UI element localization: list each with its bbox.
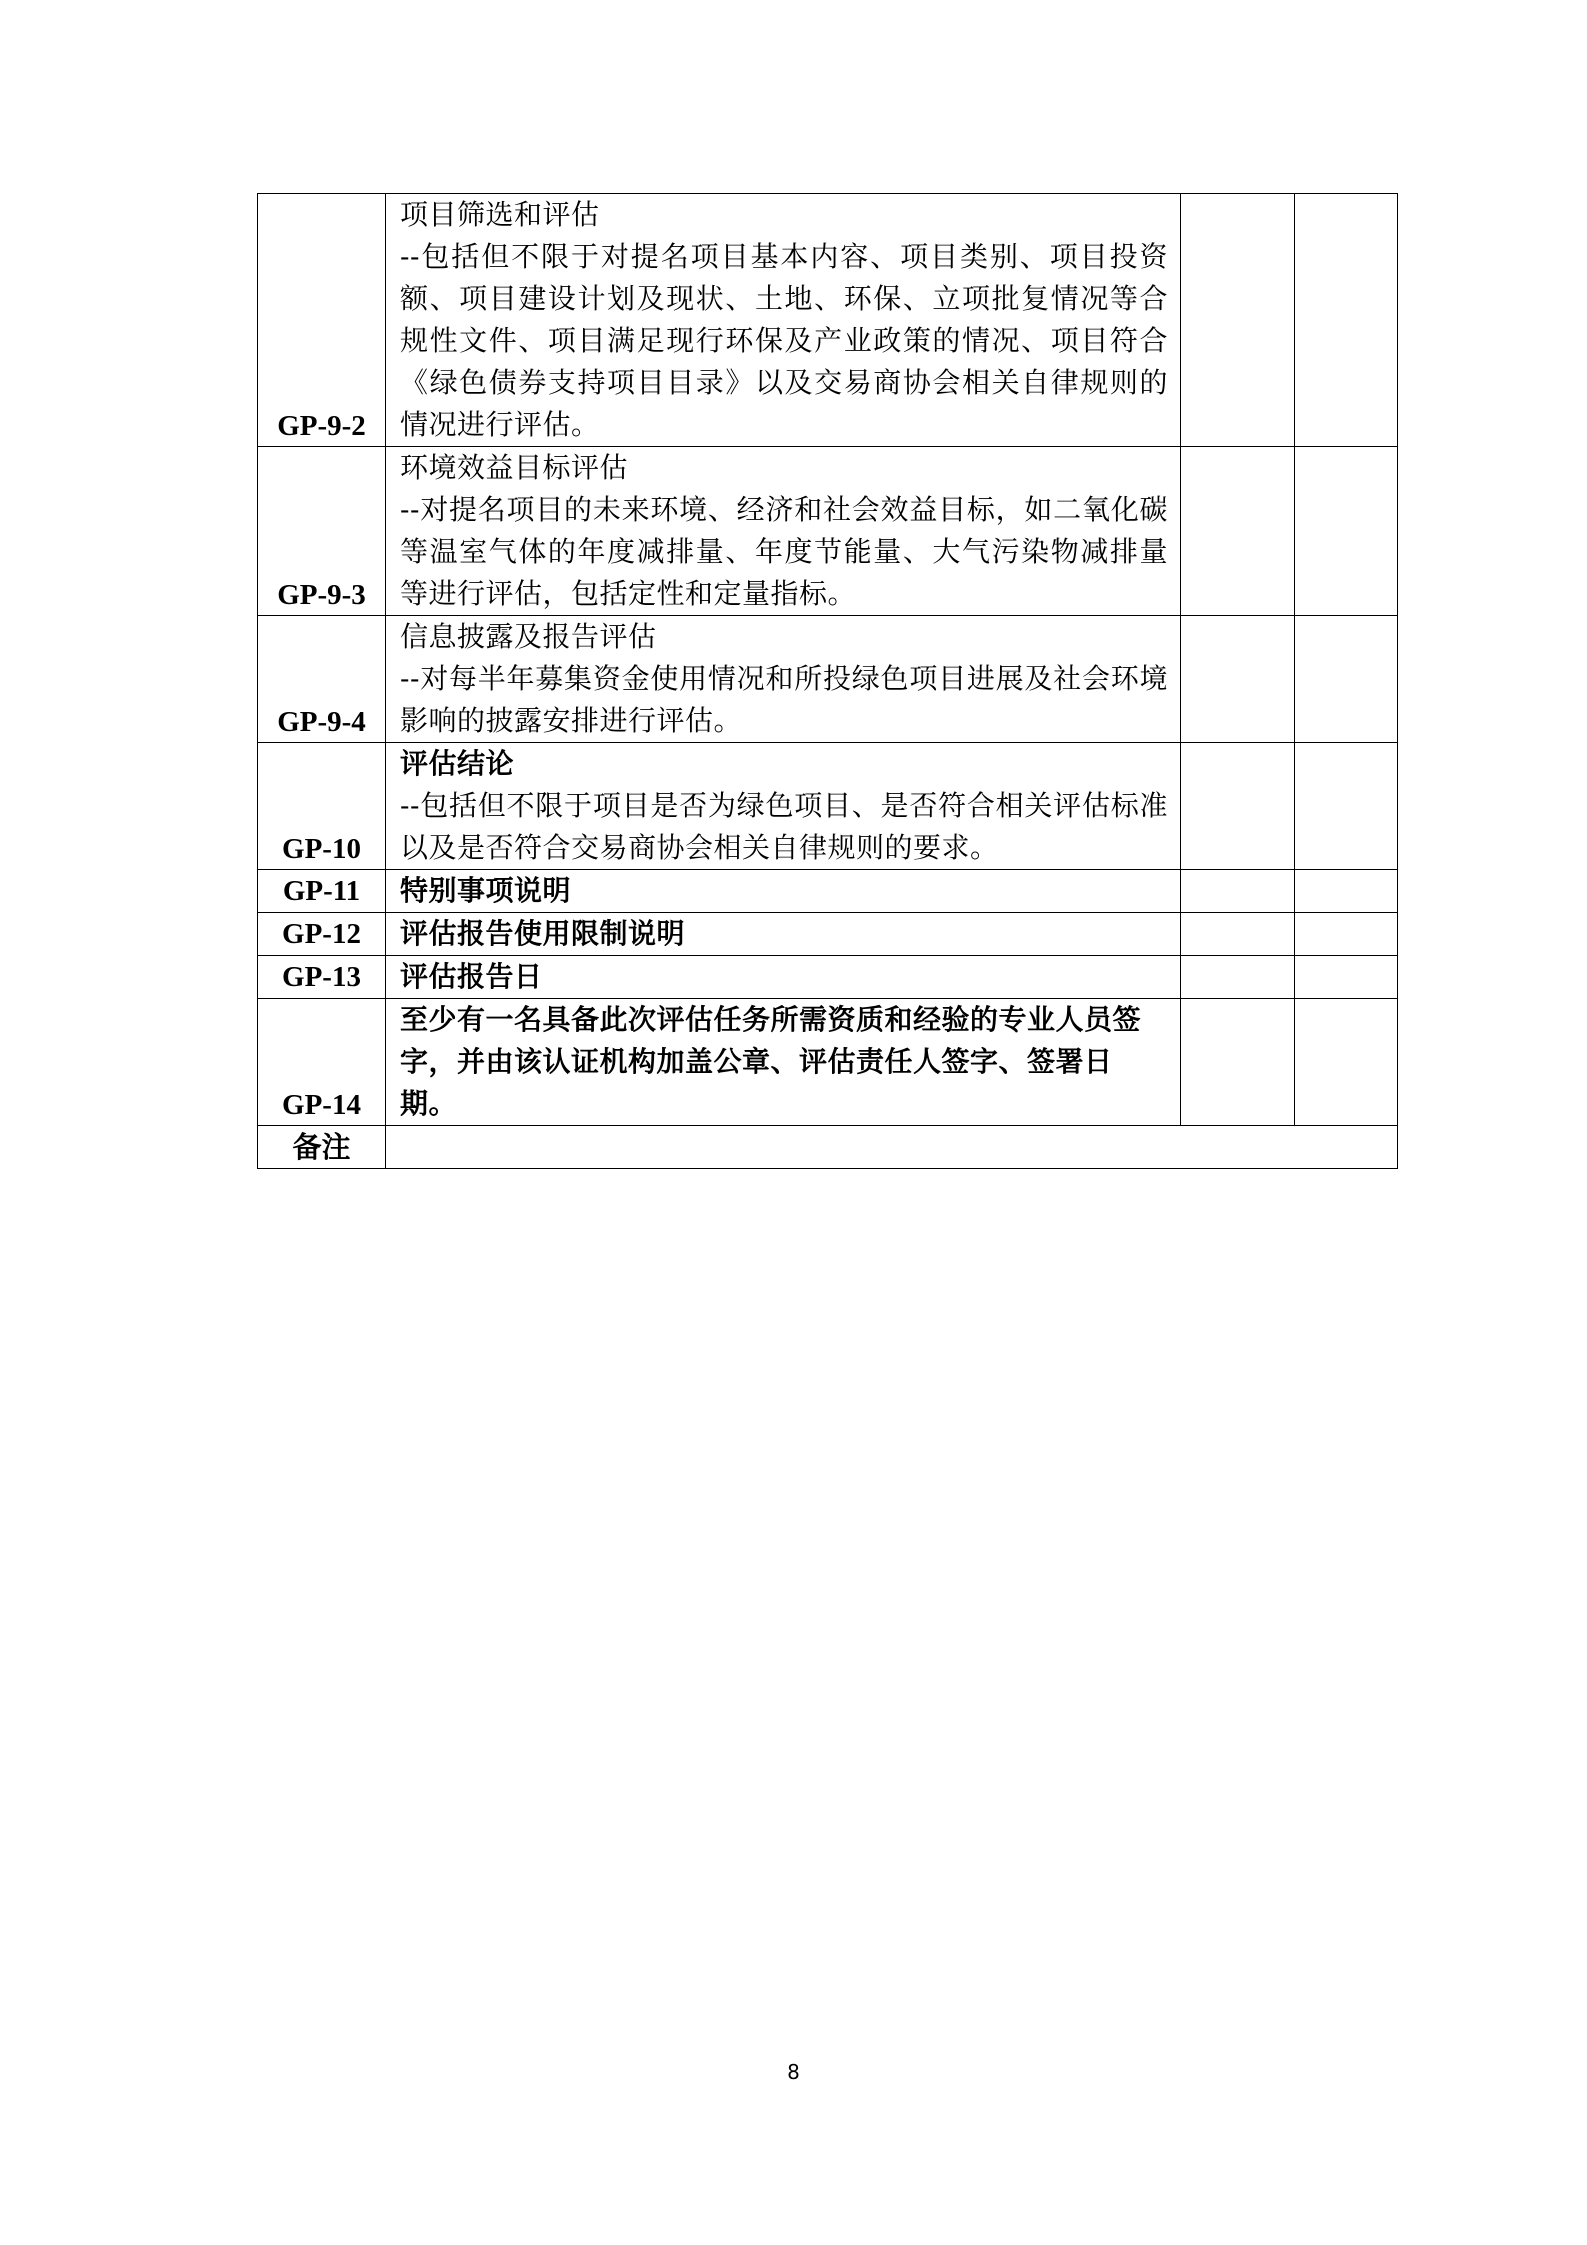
check-cell [1181, 999, 1295, 1126]
item-title: 评估报告日 [400, 960, 543, 993]
check-cell [1181, 870, 1295, 913]
checklist-table [257, 193, 1398, 1169]
remark-cell [1295, 743, 1398, 870]
remark-cell [1295, 194, 1398, 447]
item-content [386, 743, 1181, 870]
table-row [258, 956, 1398, 999]
item-code: GP-9-3 [258, 447, 386, 616]
item-content [386, 870, 1181, 913]
check-cell [1181, 956, 1295, 999]
remark-cell [1295, 447, 1398, 616]
item-content [386, 447, 1181, 616]
item-title: 至少有一名具备此次评估任务所需资质和经验的专业人员签字，并由该认证机构加盖公章、评估责任人签字、签署日期。 [400, 1003, 1142, 1120]
item-code: GP-10 [258, 743, 386, 870]
item-code: GP-13 [258, 956, 386, 999]
item-code: GP-11 [258, 870, 386, 913]
table-row [258, 616, 1398, 743]
item-title: 信息披露及报告评估 [400, 620, 657, 653]
item-content [386, 913, 1181, 956]
item-content [386, 616, 1181, 743]
item-code: GP-14 [258, 999, 386, 1126]
item-content [386, 956, 1181, 999]
check-cell [1181, 447, 1295, 616]
notes-label: 备注 [258, 1126, 386, 1169]
item-content [386, 999, 1181, 1126]
table-row [258, 447, 1398, 616]
remark-cell [1295, 870, 1398, 913]
table-row [258, 194, 1398, 447]
table-row [258, 999, 1398, 1126]
check-cell [1181, 913, 1295, 956]
item-content [386, 194, 1181, 447]
table-row [258, 1126, 1398, 1169]
item-title: 项目筛选和评估 [400, 198, 600, 231]
remark-cell [1295, 616, 1398, 743]
remark-cell [1295, 999, 1398, 1126]
item-code: GP-9-2 [258, 194, 386, 447]
remark-cell [1295, 956, 1398, 999]
item-title: 评估报告使用限制说明 [400, 917, 686, 950]
item-code: GP-9-4 [258, 616, 386, 743]
page-number: 8 [787, 2060, 800, 2084]
item-title: 特别事项说明 [400, 874, 572, 907]
check-cell [1181, 616, 1295, 743]
table-row [258, 870, 1398, 913]
item-description: --对提名项目的未来环境、经济和社会效益目标，如二氧化碳等温室气体的年度减排量、年度节能量、大气污染物减排量等进行评估，包括定性和定量指标。 [400, 493, 1168, 610]
table-row [258, 913, 1398, 956]
table-row [258, 743, 1398, 870]
item-title: 环境效益目标评估 [400, 451, 629, 484]
item-description: --包括但不限于对提名项目基本内容、项目类别、项目投资额、项目建设计划及现状、土地、环保、立项批复情况等合规性文件、项目满足现行环保及产业政策的情况、项目符合《绿色债券支持项目目录》以及交易商协会相关自律规则的情况进行评估。 [400, 240, 1168, 441]
item-description: --包括但不限于项目是否为绿色项目、是否符合相关评估标准以及是否符合交易商协会相关自律规则的要求。 [400, 789, 1168, 864]
check-cell [1181, 743, 1295, 870]
notes-cell [386, 1126, 1398, 1169]
check-cell [1181, 194, 1295, 447]
item-description: --对每半年募集资金使用情况和所投绿色项目进展及社会环境影响的披露安排进行评估。 [400, 662, 1168, 737]
item-title: 评估结论 [400, 747, 515, 780]
remark-cell [1295, 913, 1398, 956]
item-code: GP-12 [258, 913, 386, 956]
